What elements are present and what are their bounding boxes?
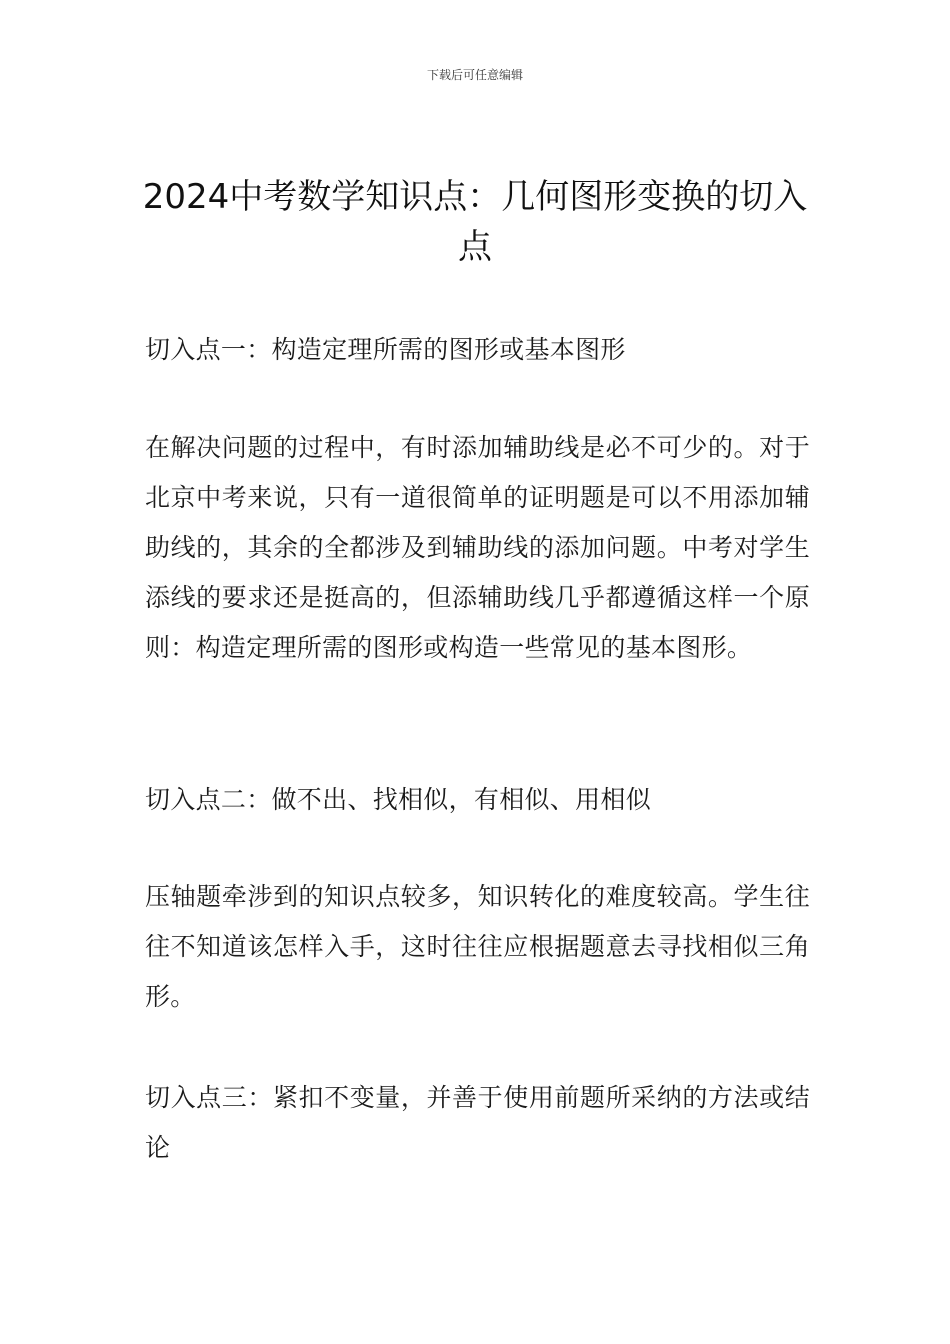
section-heading-3: 切入点三：紧扣不变量，并善于使用前题所采纳的方法或结论 (145, 1083, 810, 1162)
section-paragraph-1: 在解决问题的过程中，有时添加辅助线是必不可少的。对于北京中考来说，只有一道很简单的证明题是可以不用添加辅助线的，其余的全都涉及到辅助线的添加问题。中考对学生添线的要求还是挺高的，但添辅助线几乎都遵循这样一个原则：构造定理所需的图形或构造一些常见的基本图形。 (145, 433, 810, 662)
header-note: 下载后可任意编辑 (426, 68, 523, 82)
section-heading-2: 切入点二：做不出、找相似，有相似、用相似 (145, 785, 652, 814)
document-title: 2024中考数学知识点：几何图形变换的切入点 (142, 177, 808, 267)
section-heading-1: 切入点一：构造定理所需的图形或基本图形 (145, 335, 626, 364)
section-paragraph-2: 压轴题牵涉到的知识点较多，知识转化的难度较高。学生往往不知道该怎样入手，这时往往应根据题意去寻找相似三角形。 (145, 882, 810, 1011)
